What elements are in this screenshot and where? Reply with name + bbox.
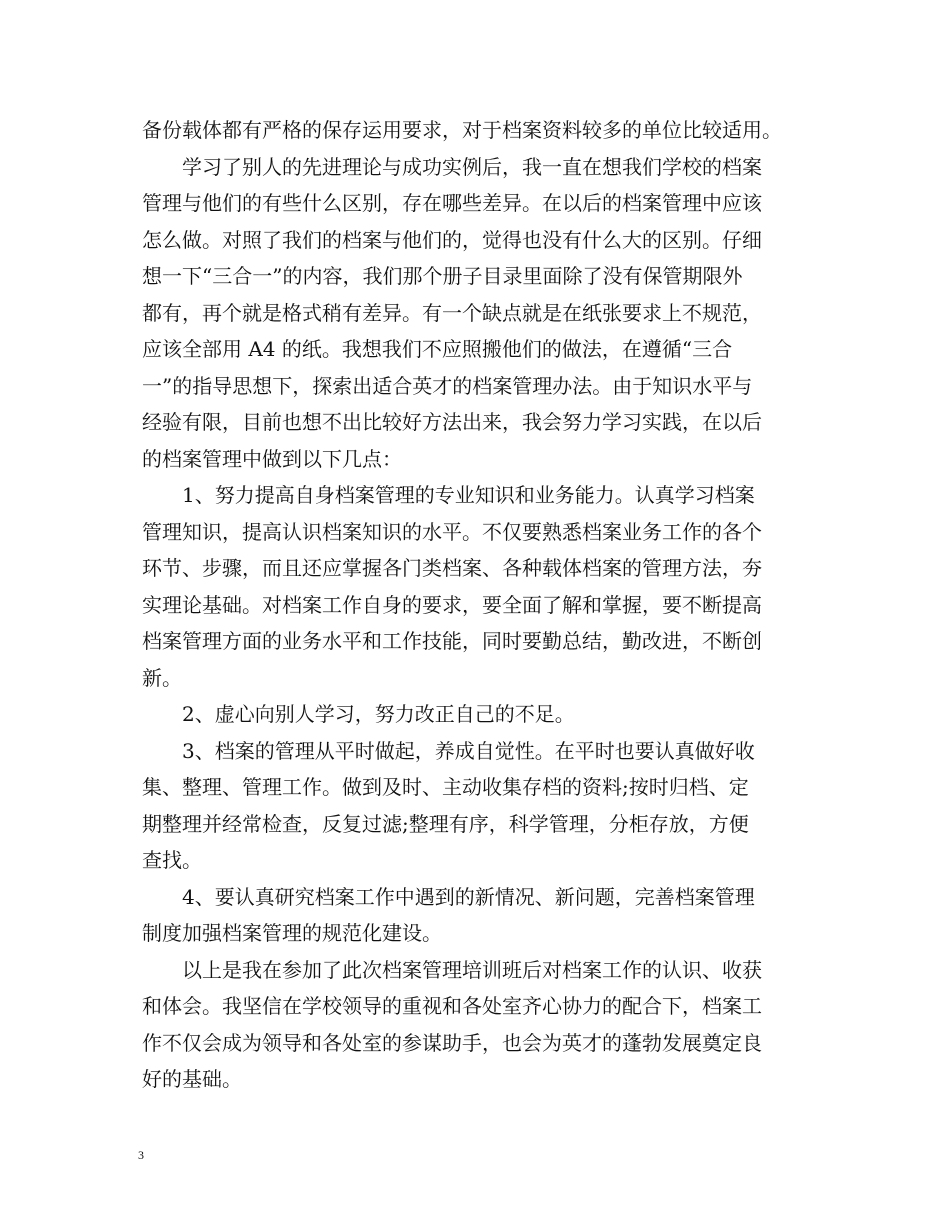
text-line: 应该全部用 A4 的纸。我想我们不应照搬他们的做法，在遵循“三合 [142,337,733,361]
text-line: 4、要认真研究档案工作中遇到的新情况、新问题，完善档案管理 [142,884,755,909]
text-line: 2、虚心向别人学习，努力改正自己的不足。 [142,702,575,726]
text-line: 经验有限，目前也想不出比较好方法出来，我会努力学习实践，在以后 [142,410,762,434]
text-line: 档案管理方面的业务水平和工作技能，同时要勤总结，勤改进，不断创 [142,629,762,653]
text-line: 想一下“三合一”的内容，我们那个册子目录里面除了没有保管期限外 [142,264,743,288]
text-line: 管理与他们的有些什么区别，存在哪些差异。在以后的档案管理中应该 [142,191,762,215]
text-line: 作不仅会成为领导和各处室的参谋助手，也会为英才的蓬勃发展奠定良 [142,1030,762,1055]
text-line: 学习了别人的先进理论与成功实例后，我一直在想我们学校的档案 [142,154,762,179]
text-line: 和体会。我坚信在学校领导的重视和各处室齐心协力的配合下，档案工 [142,994,762,1018]
text-line: 一”的指导思想下，探索出适合英才的档案管理办法。由于知识水平与 [142,373,753,398]
text-line: 期整理并经常检查，反复过滤;整理有序，科学管理，分柜存放，方便 [142,811,749,836]
text-line: 的档案管理中做到以下几点： [142,446,402,471]
text-line: 管理知识，提高认识档案知识的水平。不仅要熟悉档案业务工作的各个 [142,519,762,544]
text-line: 制度加强档案管理的规范化建设。 [142,921,442,945]
text-line: 都有，再个就是格式稍有差异。有一个缺点就是在纸张要求上不规范， [142,300,762,325]
text-line: 实理论基础。对档案工作自身的要求，要全面了解和掌握，要不断提高 [142,592,762,617]
text-line: 以上是我在参加了此次档案管理培训班后对档案工作的认识、收获 [142,957,762,982]
page-number: 3 [138,1148,144,1162]
text-line: 怎么做。对照了我们的档案与他们的，觉得也没有什么大的区别。仔细 [142,227,762,252]
text-line: 好的基础。 [142,1067,242,1091]
text-line: 环节、步骤，而且还应掌握各门类档案、各种载体档案的管理方法，夯 [142,556,762,580]
text-line: 1、努力提高自身档案管理的专业知识和业务能力。认真学习档案 [142,483,755,507]
text-line: 新。 [142,665,182,690]
text-line: 集、整理、管理工作。做到及时、主动收集存档的资料;按时归档、定 [142,775,749,799]
text-line: 3、档案的管理从平时做起，养成自觉性。在平时也要认真做好收 [142,738,755,763]
text-line: 查找。 [142,848,202,872]
text-line: 备份载体都有严格的保存运用要求，对于档案资料较多的单位比较适用。 [142,118,782,142]
body-text [142,112,814,1098]
